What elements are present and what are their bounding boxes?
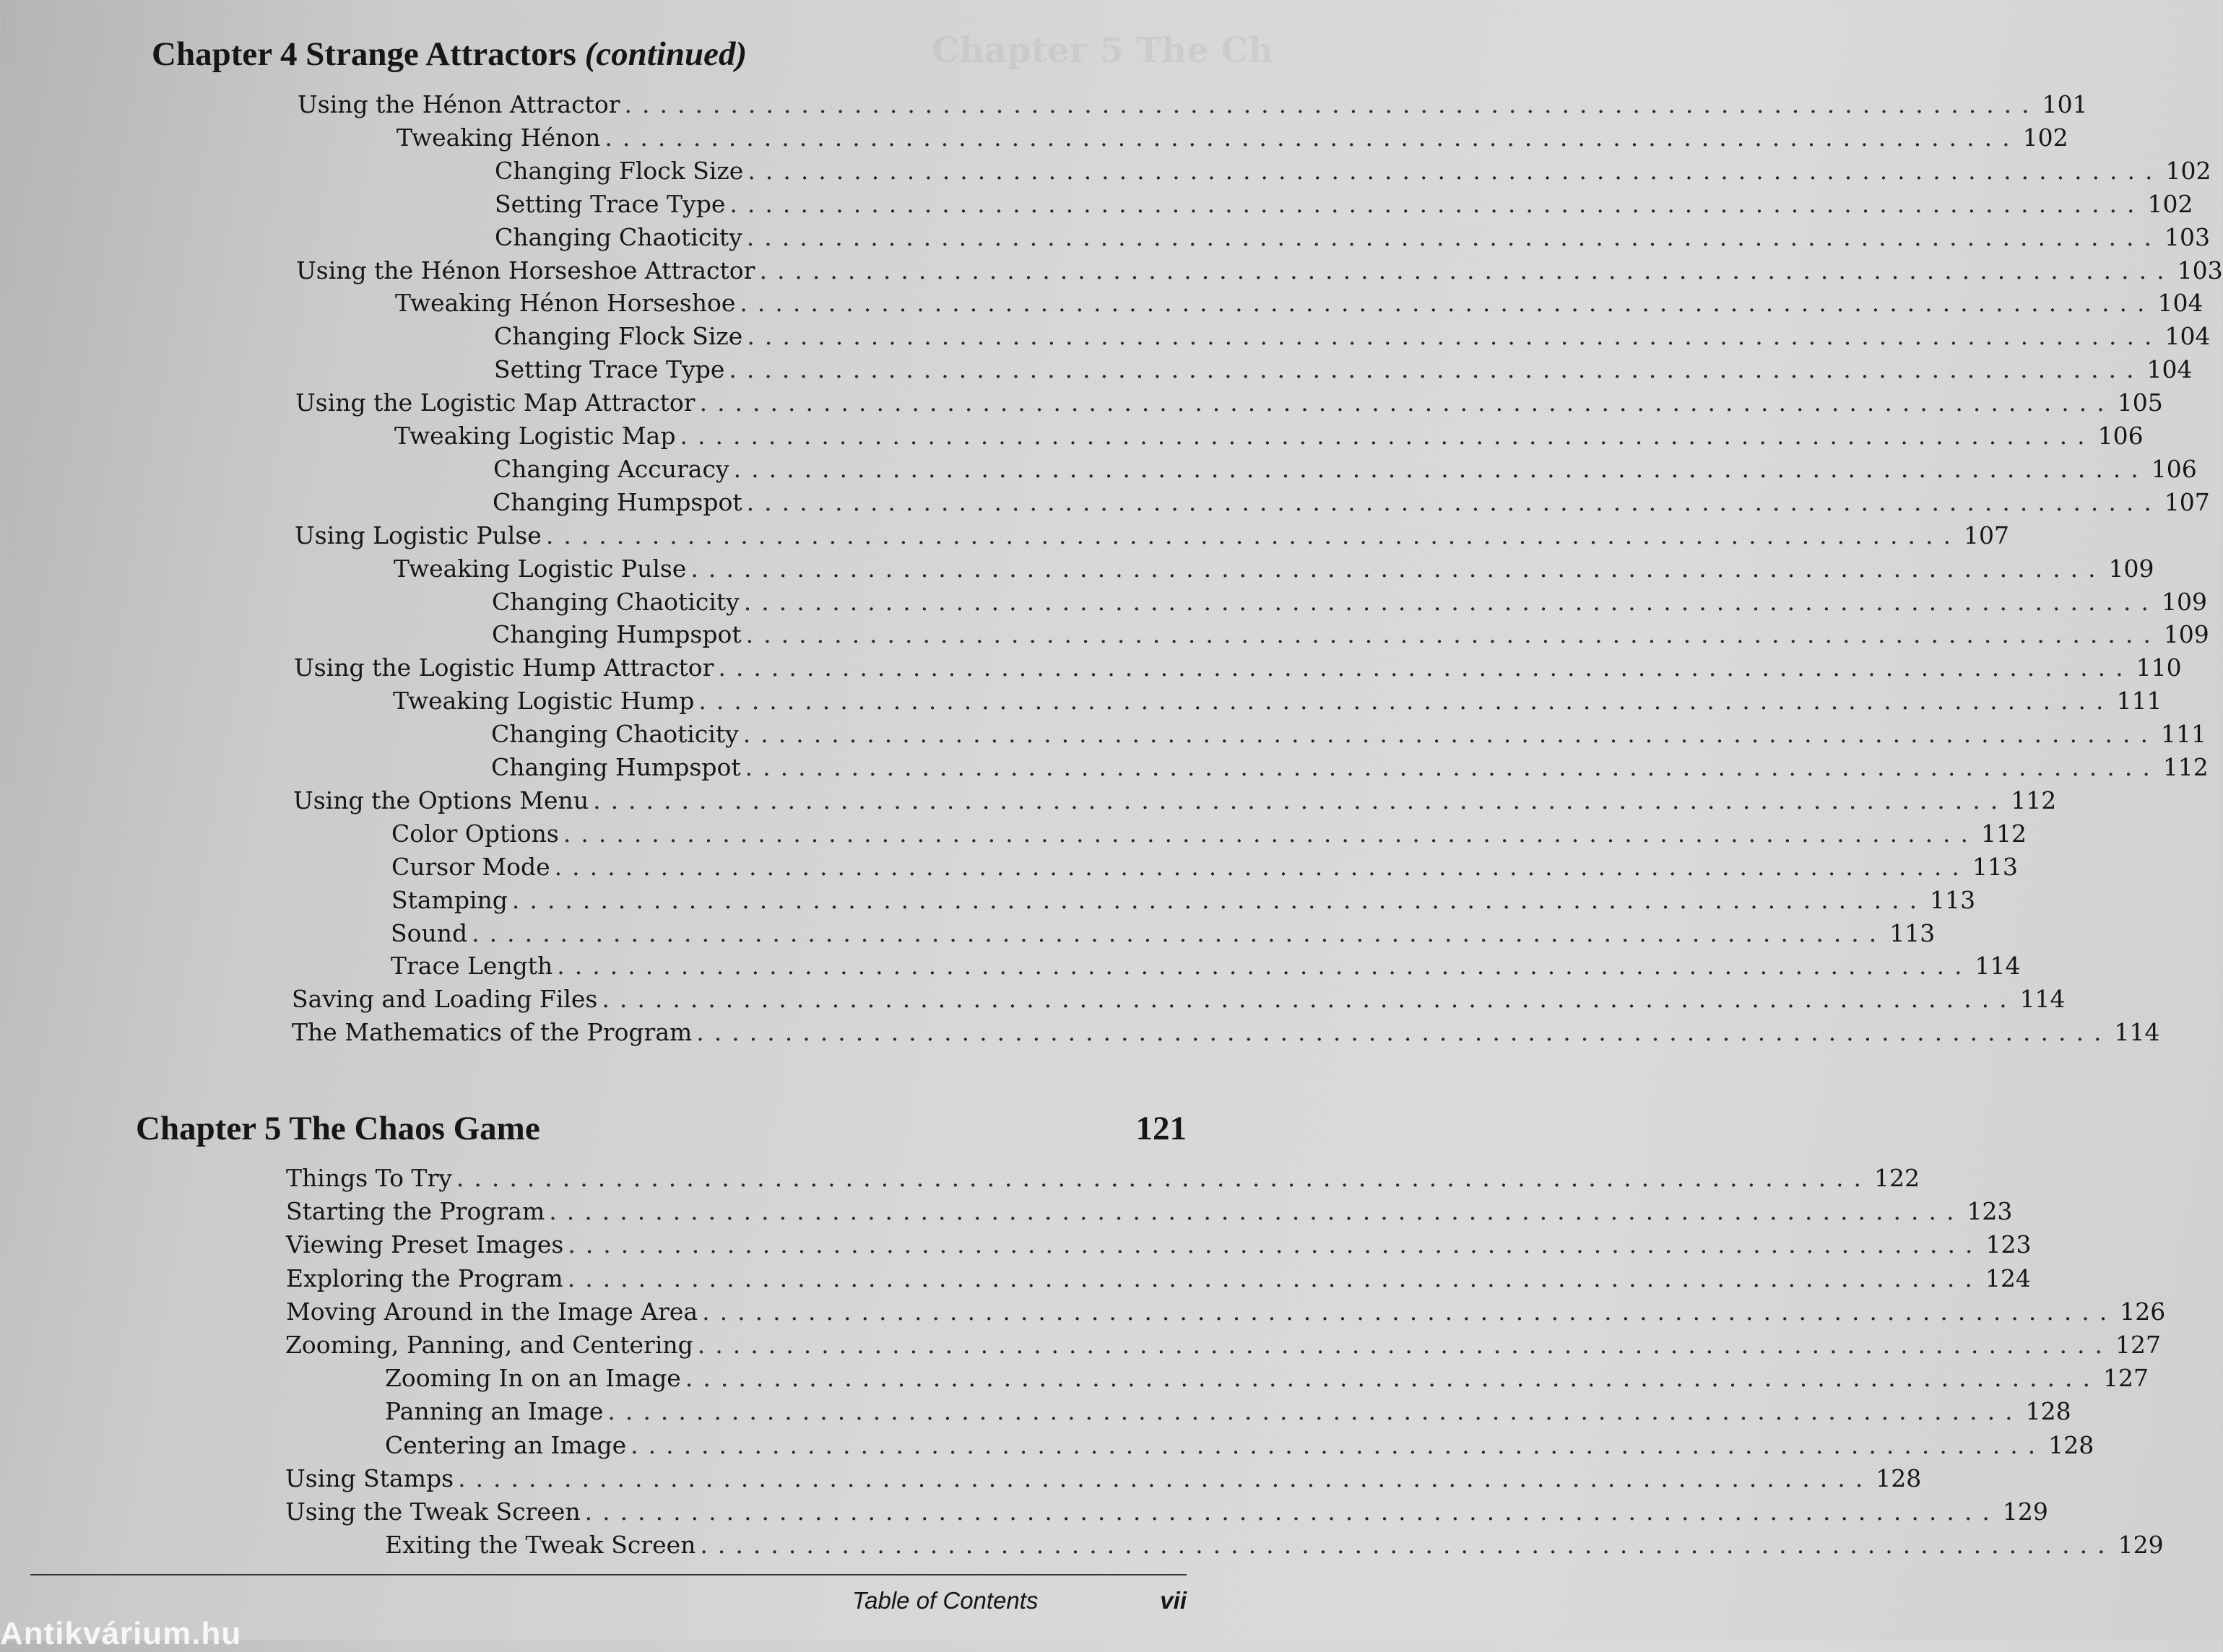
dot-leader: ................................................................................ (698, 687, 2114, 716)
toc-entry-label: Changing Flock Size (495, 156, 744, 185)
toc-entry-label: Setting Trace Type (494, 355, 725, 384)
chapter-5-page: 121 (1135, 1110, 1187, 1147)
dot-leader: ................................................................................ (557, 952, 1972, 981)
toc-entry-page: 102 (2165, 156, 2211, 185)
dot-leader: ................................................................................ (699, 388, 2115, 417)
footer-page-number: vii (1160, 1587, 1187, 1614)
toc-entry-page: 104 (2157, 289, 2204, 318)
dot-leader: ................................................................................ (690, 554, 2106, 583)
toc-entry (391, 952, 2021, 981)
toc-entry (292, 1018, 2160, 1047)
toc-entry-page: 126 (2120, 1297, 2166, 1326)
toc-entry-page: 129 (2118, 1531, 2164, 1560)
toc-entry (295, 388, 2163, 417)
toc-entry-label: Zooming In on an Image (385, 1364, 681, 1393)
dot-leader: ................................................................................ (718, 653, 2133, 682)
toc-entry (295, 521, 2010, 550)
toc-entry-label: Trace Length (391, 952, 553, 981)
toc-entry-page: 123 (1967, 1197, 2013, 1226)
chapter-4-title: Chapter 4 Strange Attractors (152, 35, 576, 73)
toc-entry-page: 124 (1985, 1264, 2031, 1292)
toc-entry-label: Things To Try (286, 1164, 452, 1192)
dot-leader: ................................................................................ (472, 918, 1887, 947)
toc-entry-label: Using Stamps (285, 1464, 454, 1492)
toc-entry (285, 1464, 1922, 1493)
toc-entry (391, 885, 1976, 915)
toc-entry-label: Changing Flock Size (494, 322, 743, 351)
toc-entry-page: 103 (2164, 222, 2210, 251)
toc-entry-label: Changing Humpspot (493, 487, 742, 516)
toc-entry-page: 110 (2136, 653, 2182, 682)
toc-entry-label: Saving and Loading Files (292, 985, 598, 1014)
toc-entry-label: Cursor Mode (391, 852, 550, 881)
dot-leader: ................................................................................ (584, 1497, 2000, 1526)
dot-leader: ................................................................................ (567, 1264, 1982, 1292)
toc-entry (385, 1364, 2149, 1393)
dot-leader: ................................................................................ (740, 289, 2155, 318)
dot-leader: ................................................................................ (456, 1164, 1872, 1192)
toc-entry-label: Tweaking Hénon (396, 123, 601, 152)
toc-entry-page: 109 (2163, 620, 2209, 649)
toc-entry-page: 107 (1964, 521, 2010, 549)
toc-entry-label: Changing Humpspot (491, 753, 741, 781)
dot-leader: ................................................................................ (696, 1018, 2112, 1047)
bleed-through-text: Chapter 5 The Ch (932, 30, 1274, 71)
toc-entry-label: Changing Humpspot (492, 620, 742, 649)
dot-leader: ................................................................................ (733, 454, 2149, 483)
dot-leader: ................................................................................ (630, 1430, 2046, 1459)
dot-leader: ................................................................................ (697, 1331, 2112, 1359)
dot-leader: ................................................................................ (700, 1531, 2115, 1560)
toc-entry-page: 104 (2164, 322, 2211, 351)
toc-entry-page: 127 (2103, 1364, 2149, 1393)
toc-entry (491, 720, 2206, 749)
toc-entry (286, 1264, 2031, 1293)
toc-entry-page: 102 (2022, 123, 2068, 152)
toc-entry (495, 189, 2193, 219)
dot-leader: ................................................................................ (549, 1197, 1964, 1226)
toc-entry-label: Using the Options Menu (293, 786, 589, 814)
toc-entry-page: 102 (2147, 189, 2193, 218)
toc-entry-label: Setting Trace Type (495, 189, 726, 218)
toc-entry (493, 454, 2197, 484)
toc-entry-page: 128 (2025, 1397, 2071, 1426)
toc-entry-page: 106 (2097, 422, 2144, 450)
toc-entry (286, 1297, 2166, 1326)
dot-leader: ................................................................................ (745, 620, 2161, 649)
toc-entry (394, 422, 2144, 451)
toc-entry-label: Tweaking Logistic Pulse (394, 554, 687, 583)
toc-entry (493, 487, 2210, 517)
dot-leader: ................................................................................ (746, 487, 2162, 516)
toc-entry-label: Panning an Image (385, 1397, 604, 1426)
toc-entry-page: 122 (1874, 1164, 1920, 1192)
footer-label: Table of Contents (852, 1587, 1039, 1614)
dot-leader: ................................................................................ (685, 1364, 2101, 1393)
toc-entry-page: 107 (2164, 487, 2210, 516)
toc-entry (385, 1397, 2071, 1426)
dot-leader: ................................................................................ (747, 322, 2162, 351)
toc-entry-page: 109 (2161, 587, 2207, 616)
dot-leader: ................................................................................ (748, 156, 2163, 185)
toc-entry-page: 114 (2019, 985, 2066, 1014)
dot-leader: ................................................................................ (554, 852, 1970, 881)
toc-entry (495, 156, 2211, 186)
toc-entry (298, 90, 2088, 119)
toc-entry (293, 786, 2057, 815)
toc-entry (494, 322, 2211, 351)
toc-entry-label: Sound (391, 918, 468, 947)
toc-entry (492, 587, 2207, 617)
toc-entry-page: 103 (2177, 256, 2223, 284)
dot-leader: ................................................................................ (680, 422, 2095, 450)
toc-entry-label: Tweaking Logistic Map (394, 422, 676, 450)
toc-entry-label: Using Logistic Pulse (295, 521, 542, 549)
toc-entry (491, 753, 2209, 782)
toc-entry-label: Moving Around in the Image Area (286, 1297, 698, 1326)
toc-entry (492, 620, 2209, 649)
watermark: Antikvárium.hu (0, 1616, 242, 1651)
toc-entry-page: 113 (1889, 918, 1936, 947)
dot-leader: ................................................................................ (602, 985, 2017, 1014)
dot-leader: ................................................................................ (729, 189, 2145, 218)
toc-entry-label: Zooming, Panning, and Centering (285, 1331, 693, 1359)
dot-leader: ................................................................................ (729, 355, 2144, 384)
toc-entry-label: Stamping (391, 885, 508, 914)
toc-entry-label: Changing Accuracy (493, 454, 729, 483)
toc-entry-page: 113 (1930, 885, 1976, 914)
toc-entry-page: 129 (2002, 1497, 2048, 1526)
toc-entry (285, 1497, 2048, 1526)
toc-entry-page: 127 (2115, 1331, 2161, 1359)
toc-entry-page: 109 (2108, 554, 2154, 583)
toc-entry-label: Changing Chaoticity (492, 587, 740, 616)
toc-entry (296, 256, 2223, 285)
toc-entry-label: Using the Logistic Hump Attractor (294, 653, 714, 682)
toc-entry-label: Starting the Program (286, 1197, 545, 1226)
chapter-4-heading (152, 35, 747, 74)
toc-entry (285, 1331, 2161, 1360)
toc-entry-label: Using the Tweak Screen (285, 1497, 581, 1526)
dot-leader: ................................................................................ (563, 819, 1979, 848)
toc-entry (494, 355, 2193, 384)
toc-entry-label: Tweaking Logistic Hump (393, 687, 695, 716)
toc-entry (286, 1197, 2013, 1226)
toc-entry-page: 123 (1985, 1230, 2032, 1259)
toc-entry (292, 985, 2066, 1014)
toc-entry-label: Changing Chaoticity (495, 222, 742, 251)
toc-entry-page: 101 (2042, 90, 2088, 118)
dot-leader: ................................................................................ (745, 753, 2160, 781)
toc-entry (396, 123, 2068, 152)
toc-entry (294, 653, 2182, 682)
dot-leader: ................................................................................ (746, 222, 2162, 251)
toc-entry-page: 104 (2146, 355, 2193, 384)
dot-leader: ................................................................................ (607, 1397, 2023, 1426)
toc-entry (395, 289, 2204, 318)
toc-entry-label: Using the Logistic Map Attractor (295, 388, 696, 417)
footer-rule (30, 1574, 1187, 1575)
chapter-4-continued: (continued) (584, 35, 748, 73)
chapter-5-heading (136, 1109, 540, 1148)
chapter-5-title: Chapter 5 The Chaos Game (136, 1110, 540, 1147)
toc-entry-label: Tweaking Hénon Horseshoe (395, 289, 736, 318)
toc-entry (385, 1531, 2164, 1560)
toc-entry (495, 222, 2210, 252)
toc-entry (391, 819, 2027, 848)
toc-entry-page: 128 (1876, 1464, 1922, 1492)
toc-entry-page: 112 (2162, 753, 2209, 781)
dot-leader: ................................................................................ (511, 885, 1928, 914)
toc-entry-page: 114 (2114, 1018, 2160, 1047)
toc-entry (286, 1164, 1920, 1193)
toc-entry-label: Color Options (391, 819, 559, 848)
dot-leader: ................................................................................ (759, 256, 2175, 284)
dot-leader: ................................................................................ (604, 123, 2020, 152)
dot-leader: ................................................................................ (624, 90, 2040, 118)
toc-entry-page: 112 (1981, 819, 2027, 848)
toc-entry-label: Exploring the Program (286, 1264, 563, 1292)
toc-entry-label: Centering an Image (385, 1430, 627, 1459)
toc-entry-page: 111 (2116, 687, 2162, 716)
toc-entry-page: 106 (2151, 454, 2197, 483)
dot-leader: ................................................................................ (743, 587, 2159, 616)
toc-entry-label: Using the Hénon Horseshoe Attractor (296, 256, 755, 284)
dot-leader: ................................................................................ (702, 1297, 2118, 1326)
toc-entry (394, 554, 2154, 583)
toc-entry-page: 111 (2160, 720, 2206, 749)
dot-leader: ................................................................................ (593, 786, 2008, 814)
toc-entry-page: 113 (1972, 852, 2018, 881)
dot-leader: ................................................................................ (742, 720, 2158, 749)
toc-entry-page: 114 (1975, 952, 2021, 981)
dot-leader: ................................................................................ (545, 521, 1962, 549)
dot-leader: ................................................................................ (568, 1230, 1983, 1259)
toc-entry-page: 105 (2117, 388, 2163, 417)
toc-entry (393, 687, 2162, 716)
toc-entry-label: Changing Chaoticity (491, 720, 739, 749)
toc-entry (391, 918, 1936, 948)
dot-leader: ................................................................................ (458, 1464, 1873, 1492)
toc-entry-page: 128 (2048, 1430, 2094, 1459)
toc-entry-label: Viewing Preset Images (286, 1230, 564, 1259)
toc-entry (286, 1230, 2032, 1259)
toc-entry-label: The Mathematics of the Program (292, 1018, 693, 1047)
toc-entry (385, 1430, 2094, 1460)
toc-entry-label: Exiting the Tweak Screen (385, 1531, 696, 1560)
toc-entry-label: Using the Hénon Attractor (298, 90, 620, 118)
toc-entry-page: 112 (2011, 786, 2057, 814)
toc-entry (391, 852, 2018, 882)
